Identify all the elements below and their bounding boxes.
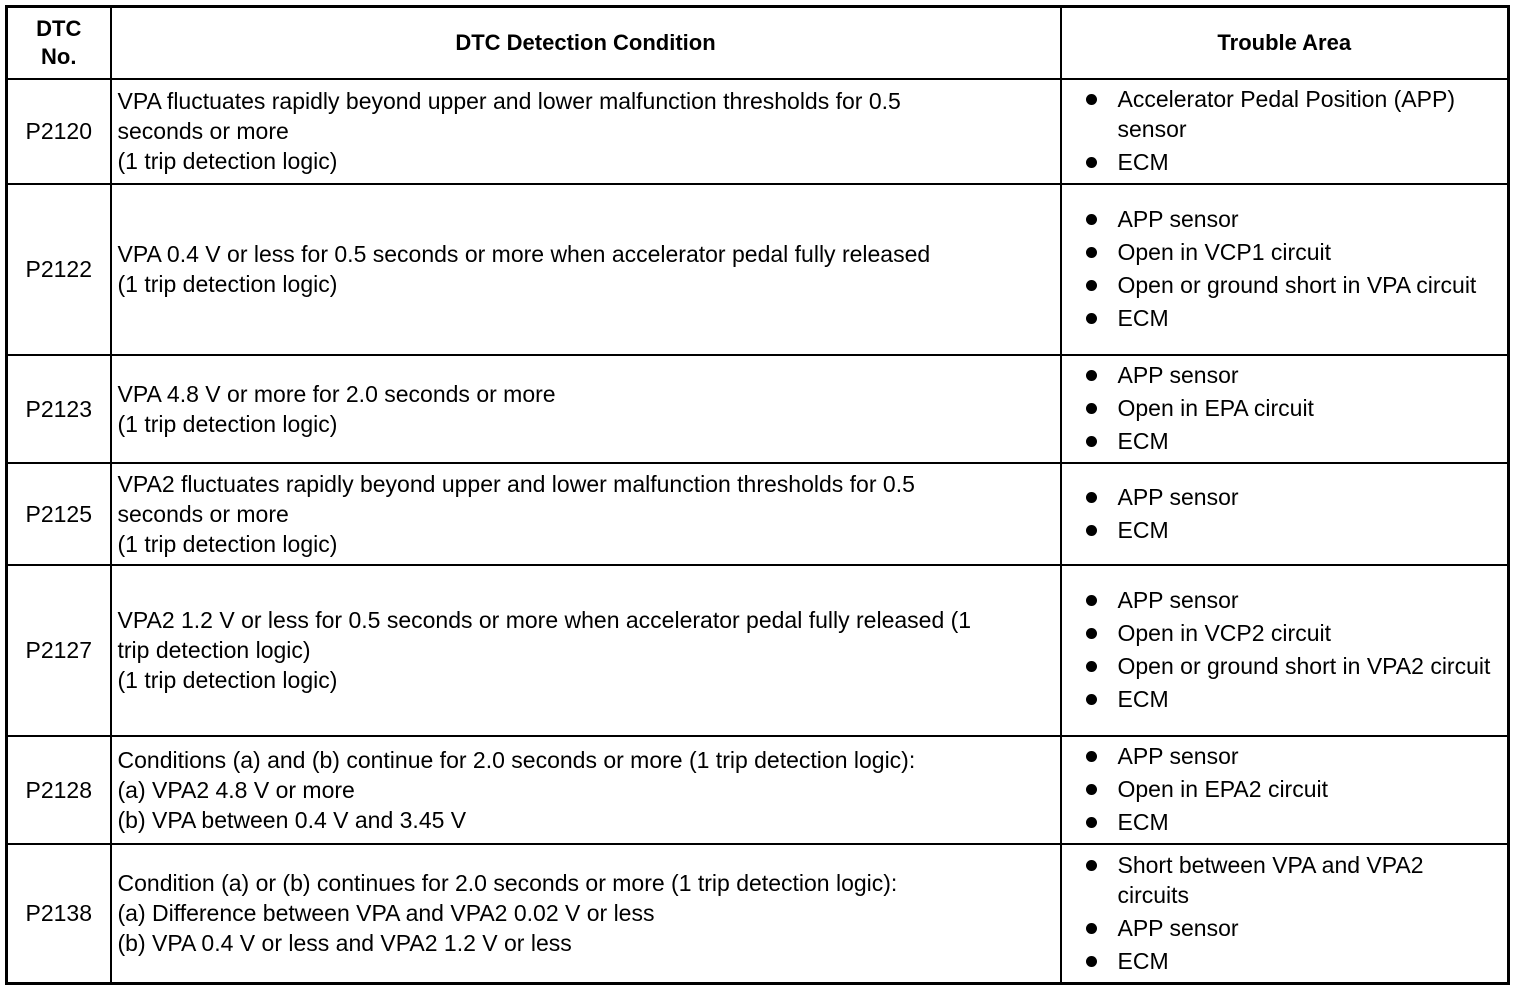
trouble-area-item: Short between VPA and VPA2 circuits <box>1084 850 1502 910</box>
trouble-area-item: APP sensor <box>1084 482 1502 512</box>
dtc-code: P2138 <box>7 844 111 984</box>
trouble-area-item: APP sensor <box>1084 204 1502 234</box>
trouble-area <box>1061 355 1509 463</box>
trouble-area <box>1061 184 1509 355</box>
condition-line: (1 trip detection logic) <box>117 410 338 437</box>
condition-line: VPA 0.4 V or less for 0.5 seconds or more when accelerator pedal fully released <box>117 241 931 267</box>
dtc-code: P2123 <box>7 355 111 463</box>
condition-line: (a) VPA2 4.8 V or more <box>117 776 355 803</box>
table-row <box>7 736 1509 844</box>
condition-line: trip detection logic) <box>117 637 311 663</box>
detection-condition <box>111 79 1061 184</box>
trouble-area-list <box>1084 360 1502 456</box>
condition-line: (1 trip detection logic) <box>117 530 338 557</box>
table-row <box>7 79 1509 184</box>
trouble-area-list <box>1084 741 1502 837</box>
condition-line: (b) VPA 0.4 V or less and VPA2 1.2 V or less <box>117 930 572 957</box>
condition-line: VPA2 fluctuates rapidly beyond upper and lower malfunction thresholds for 0.5 <box>117 470 915 497</box>
trouble-area-item: ECM <box>1084 515 1502 545</box>
trouble-area-item: Open in VCP2 circuit <box>1084 618 1502 648</box>
dtc-code: P2122 <box>7 184 111 355</box>
condition-line: seconds or more <box>117 118 289 144</box>
condition-line: VPA 4.8 V or more for 2.0 seconds or more <box>117 380 556 407</box>
trouble-area-item: Accelerator Pedal Position (APP) sensor <box>1084 84 1502 144</box>
dtc-table <box>5 5 1510 985</box>
condition-line: (1 trip detection logic) <box>117 271 338 297</box>
condition-line: VPA fluctuates rapidly beyond upper and lower malfunction thresholds for 0.5 <box>117 88 901 114</box>
table-body <box>7 79 1509 984</box>
trouble-area-item: APP sensor <box>1084 360 1502 390</box>
trouble-area-item: ECM <box>1084 684 1502 714</box>
trouble-area <box>1061 736 1509 844</box>
trouble-area-item: ECM <box>1084 426 1502 456</box>
detection-condition <box>111 565 1061 736</box>
dtc-code: P2125 <box>7 463 111 565</box>
trouble-area <box>1061 79 1509 184</box>
table-row <box>7 355 1509 463</box>
table-row <box>7 565 1509 736</box>
condition-line: VPA2 1.2 V or less for 0.5 seconds or more when accelerator pedal fully released (1 <box>117 607 972 633</box>
condition-line: (1 trip detection logic) <box>117 667 338 693</box>
table-row <box>7 463 1509 565</box>
trouble-area-item: ECM <box>1084 147 1502 177</box>
trouble-area <box>1061 565 1509 736</box>
trouble-area-list <box>1084 482 1502 545</box>
detection-condition <box>111 355 1061 463</box>
trouble-area-list <box>1084 84 1502 177</box>
trouble-area-item: ECM <box>1084 303 1502 333</box>
condition-line: seconds or more <box>117 500 289 527</box>
trouble-area-item: Open in EPA2 circuit <box>1084 774 1502 804</box>
table-row <box>7 844 1509 984</box>
trouble-area <box>1061 463 1509 565</box>
condition-line: (b) VPA between 0.4 V and 3.45 V <box>117 806 467 833</box>
trouble-area-item: ECM <box>1084 807 1502 837</box>
dtc-code: P2128 <box>7 736 111 844</box>
trouble-area <box>1061 844 1509 984</box>
condition-line: Condition (a) or (b) continues for 2.0 seconds or more (1 trip detection logic): <box>117 870 898 897</box>
condition-line: (1 trip detection logic) <box>117 148 338 174</box>
header-dtc-no: DTC No. <box>7 7 111 79</box>
dtc-code: P2127 <box>7 565 111 736</box>
trouble-area-list <box>1084 585 1502 714</box>
trouble-area-item: APP sensor <box>1084 913 1502 943</box>
trouble-area-item: Open or ground short in VPA circuit <box>1084 270 1502 300</box>
header-detection-condition: DTC Detection Condition <box>111 7 1061 79</box>
condition-line: Conditions (a) and (b) continue for 2.0 seconds or more (1 trip detection logic): <box>117 746 916 773</box>
trouble-area-item: Open in EPA circuit <box>1084 393 1502 423</box>
trouble-area-item: Open in VCP1 circuit <box>1084 237 1502 267</box>
table-header-row <box>7 7 1509 79</box>
detection-condition <box>111 844 1061 984</box>
detection-condition <box>111 463 1061 565</box>
trouble-area-list <box>1084 850 1502 976</box>
condition-line: (a) Difference between VPA and VPA2 0.02 V or less <box>117 900 655 927</box>
trouble-area-item: APP sensor <box>1084 741 1502 771</box>
trouble-area-list <box>1084 204 1502 333</box>
header-trouble-area: Trouble Area <box>1061 7 1509 79</box>
dtc-code: P2120 <box>7 79 111 184</box>
detection-condition <box>111 736 1061 844</box>
trouble-area-item: ECM <box>1084 946 1502 976</box>
trouble-area-item: Open or ground short in VPA2 circuit <box>1084 651 1502 681</box>
detection-condition <box>111 184 1061 355</box>
table-row <box>7 184 1509 355</box>
trouble-area-item: APP sensor <box>1084 585 1502 615</box>
